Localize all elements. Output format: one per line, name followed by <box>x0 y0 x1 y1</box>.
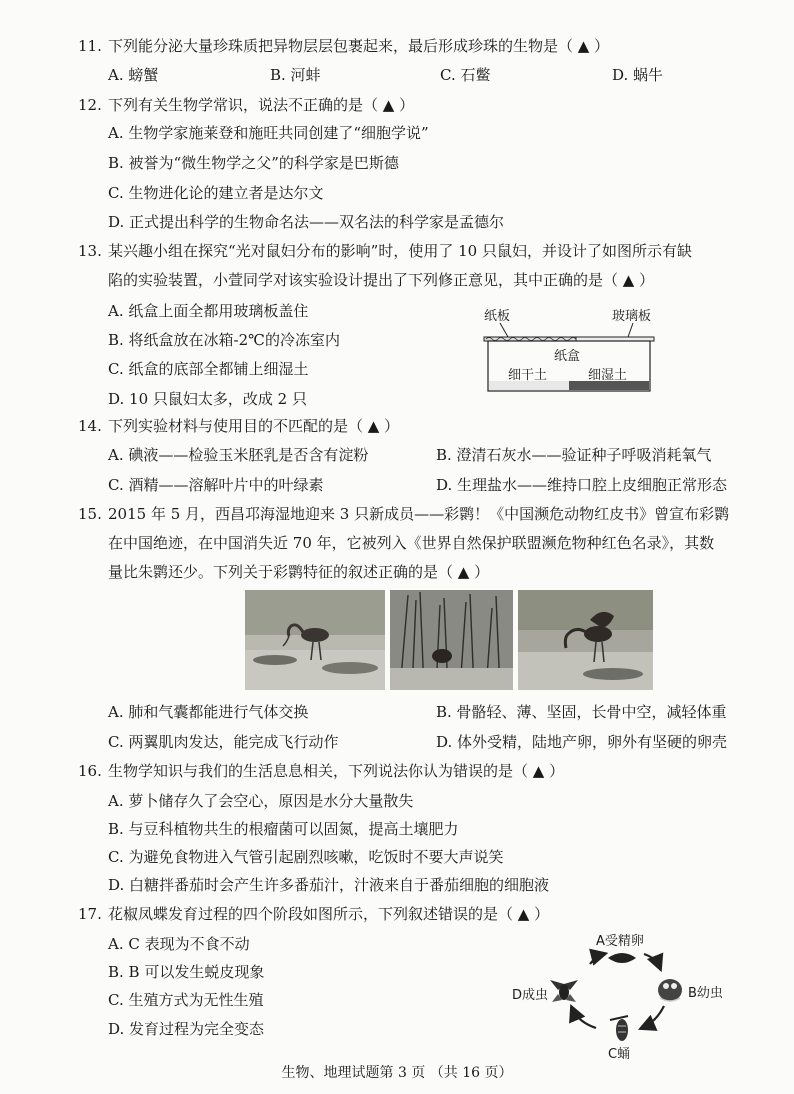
option-c: C. 生物进化论的建立者是达尔文 <box>108 184 324 202</box>
option-a: A. 纸盒上面全都用玻璃板盖住 <box>108 302 309 320</box>
option-a: A. 萝卜储存久了会空心，原因是水分大量散失 <box>108 792 414 810</box>
ibis-image <box>390 590 513 690</box>
option-a: A. 生物学家施莱登和施旺共同创建了“细胞学说” <box>108 124 429 142</box>
ibis-photo-3 <box>518 590 653 690</box>
question-number: 14. <box>78 417 102 435</box>
option-b: B. 被誉为“微生物学之父”的科学家是巴斯德 <box>108 154 399 172</box>
question-stem-continued: 量比朱鹮还少。下列关于彩鹮特征的叙述正确的是（ ▲ ） <box>108 563 490 581</box>
option-b: B. 河蚌 <box>270 66 321 84</box>
pupa-label: C蛹 <box>608 1047 631 1062</box>
question-stem: 花椒凤蝶发育过程的四个阶段如图所示，下列叙述错误的是（ ▲ ） <box>108 905 550 923</box>
option-d: D. 生理盐水——维持口腔上皮细胞正常形态 <box>436 476 728 494</box>
apparatus-figure <box>478 303 668 395</box>
option-d: D. 10 只鼠妇太多，改成 2 只 <box>108 390 307 408</box>
option-c: C. 纸盒的底部全都铺上细湿土 <box>108 360 309 378</box>
option-b: B. 与豆科植物共生的根瘤菌可以固氮，提高土壤肥力 <box>108 820 459 838</box>
ibis-photo-2 <box>390 590 513 690</box>
question-number: 17. <box>78 905 102 923</box>
option-a: A. C 表现为不食不动 <box>108 935 250 953</box>
question-number: 13. <box>78 242 102 260</box>
option-a: A. 肺和气囊都能进行气体交换 <box>108 703 309 721</box>
wet-soil-label: 细湿土 <box>588 368 628 383</box>
life-cycle-figure <box>510 928 740 1062</box>
box-label: 纸盒 <box>554 349 581 364</box>
option-b: B. 澄清石灰水——验证种子呼吸消耗氧气 <box>436 446 712 464</box>
adult-label: D成虫 <box>512 988 549 1003</box>
question-stem-continued: 在中国绝迹，在中国消失近 70 年，它被列入《世界自然保护联盟濒危物种红色名录》，其数 <box>108 534 715 552</box>
ibis-image <box>245 590 385 690</box>
question-stem: 下列能分泌大量珍珠质把异物层层包裹起来，最后形成珍珠的生物是（ ▲ ） <box>108 37 610 55</box>
ibis-photo-1 <box>245 590 385 690</box>
dry-soil-label: 细干土 <box>508 368 548 383</box>
question-stem: 某兴趣小组在探究“光对鼠妇分布的影响”时，使用了 10 只鼠妇，并设计了如图所示有缺 <box>108 242 692 260</box>
question-number: 15. <box>78 505 102 523</box>
option-b: B. 将纸盒放在冰箱-2℃的冷冻室内 <box>108 331 340 349</box>
paper-board-label: 纸板 <box>484 309 511 324</box>
option-c: C. 石鳖 <box>440 66 491 84</box>
question-number: 12. <box>78 96 102 114</box>
larva-label: B幼虫 <box>688 986 723 1001</box>
option-a: A. 碘液——检验玉米胚乳是否含有淀粉 <box>108 446 369 464</box>
question-number: 16. <box>78 762 102 780</box>
glass-board-label: 玻璃板 <box>612 309 652 324</box>
option-d: D. 白糖拌番茄时会产生许多番茄汁，汁液来自于番茄细胞的细胞液 <box>108 876 550 894</box>
ibis-image <box>518 590 653 690</box>
option-d: D. 发育过程为完全变态 <box>108 1020 265 1038</box>
option-d: D. 正式提出科学的生物命名法——双名法的科学家是孟德尔 <box>108 213 505 231</box>
question-stem-continued: 陷的实验装置，小萱同学对该实验设计提出了下列修正意见，其中正确的是（ ▲ ） <box>108 271 655 289</box>
option-c: C. 为避免食物进入气管引起剧烈咳嗽，吃饭时不要大声说笑 <box>108 848 504 866</box>
option-d: D. 蜗牛 <box>612 66 664 84</box>
question-stem: 下列实验材料与使用目的不匹配的是（ ▲ ） <box>108 417 400 435</box>
option-c: C. 生殖方式为无性生殖 <box>108 991 264 1009</box>
question-number: 11. <box>78 37 102 55</box>
option-d: D. 体外受精，陆地产卵，卵外有坚硬的卵壳 <box>436 733 728 751</box>
option-b: B. B 可以发生蜕皮现象 <box>108 963 265 981</box>
question-stem: 下列有关生物学常识，说法不正确的是（ ▲ ） <box>108 96 415 114</box>
option-c: C. 酒精——溶解叶片中的叶绿素 <box>108 476 324 494</box>
egg-label: A受精卵 <box>596 934 644 949</box>
option-a: A. 螃蟹 <box>108 66 159 84</box>
question-stem: 生物学知识与我们的生活息息相关，下列说法你认为错误的是（ ▲ ） <box>108 762 565 780</box>
option-c: C. 两翼肌肉发达，能完成飞行动作 <box>108 733 339 751</box>
question-stem: 2015 年 5 月，西昌邛海湿地迎来 3 只新成员——彩鹮！《中国濒危动物红皮书》曾宣布彩鹮 <box>108 505 730 523</box>
page-footer: 生物、地理试题第 3 页 （共 16 页） <box>281 1065 513 1081</box>
option-b: B. 骨骼轻、薄、坚固，长骨中空，减轻体重 <box>436 703 727 721</box>
